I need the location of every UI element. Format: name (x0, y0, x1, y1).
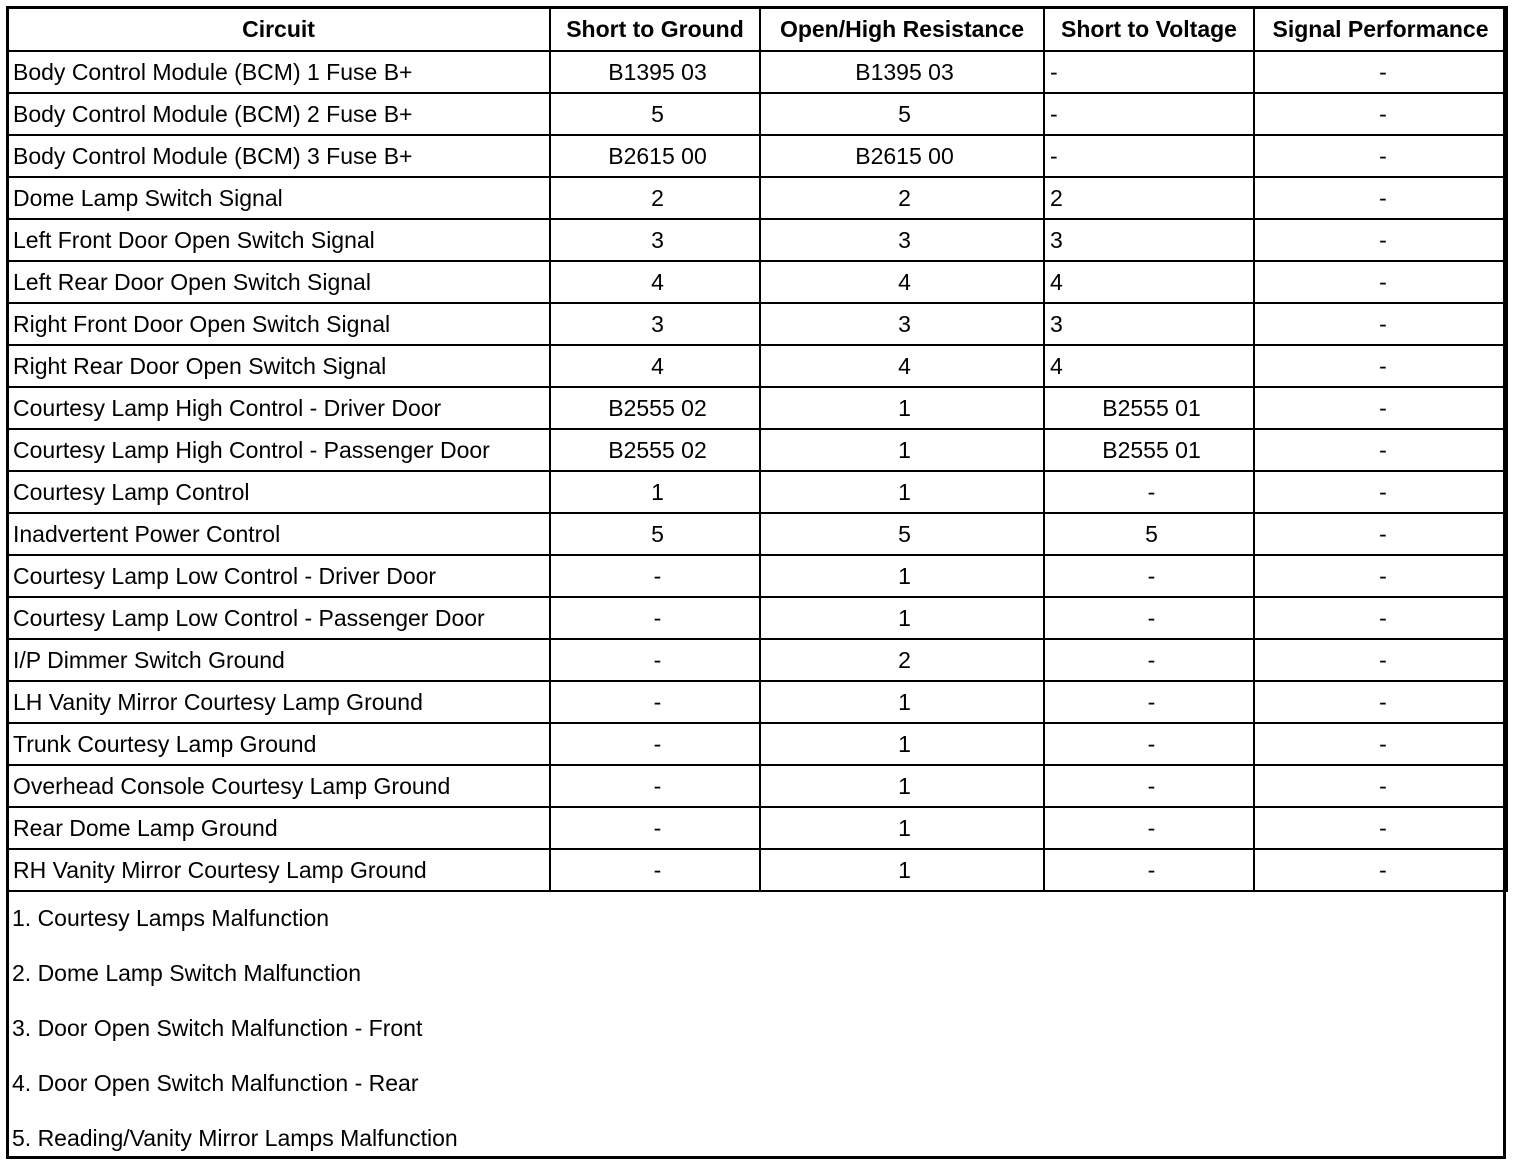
cell-short-to-ground: - (550, 765, 760, 807)
cell-short-to-ground: B1395 03 (550, 51, 760, 93)
legend-item: 1. Courtesy Lamps Malfunction (12, 905, 330, 931)
cell-circuit: Right Front Door Open Switch Signal (7, 303, 550, 345)
cell-short-to-ground: - (550, 681, 760, 723)
legend (9, 896, 1503, 1171)
cell-signal-performance: - (1254, 555, 1507, 597)
cell-short-to-voltage: - (1044, 471, 1254, 513)
cell-signal-performance: - (1254, 219, 1507, 261)
cell-signal-performance: - (1254, 387, 1507, 429)
cell-short-to-voltage: 5 (1044, 513, 1254, 555)
cell-short-to-voltage: 3 (1044, 303, 1254, 345)
cell-short-to-ground: B2555 02 (550, 387, 760, 429)
table-row (7, 303, 1507, 345)
cell-circuit: Left Rear Door Open Switch Signal (7, 261, 550, 303)
cell-short-to-voltage: 3 (1044, 219, 1254, 261)
cell-open-high-resistance: 1 (760, 597, 1044, 639)
cell-open-high-resistance: 1 (760, 765, 1044, 807)
cell-circuit: Body Control Module (BCM) 2 Fuse B+ (7, 93, 550, 135)
cell-short-to-voltage: - (1044, 597, 1254, 639)
cell-circuit: Rear Dome Lamp Ground (7, 807, 550, 849)
table-row (7, 93, 1507, 135)
table-row (7, 177, 1507, 219)
cell-signal-performance: - (1254, 51, 1507, 93)
cell-signal-performance: - (1254, 135, 1507, 177)
cell-short-to-ground: 5 (550, 513, 760, 555)
cell-signal-performance: - (1254, 597, 1507, 639)
cell-short-to-ground: - (550, 639, 760, 681)
cell-open-high-resistance: 1 (760, 471, 1044, 513)
table-row (7, 51, 1507, 93)
cell-short-to-voltage: 2 (1044, 177, 1254, 219)
cell-circuit: Dome Lamp Switch Signal (7, 177, 550, 219)
table-row (7, 387, 1507, 429)
cell-short-to-ground: - (550, 807, 760, 849)
legend-item: 4. Door Open Switch Malfunction - Rear (12, 1070, 419, 1096)
cell-short-to-voltage: B2555 01 (1044, 387, 1254, 429)
cell-short-to-voltage: B2555 01 (1044, 429, 1254, 471)
header-open-high-resistance: Open/High Resistance (760, 7, 1044, 51)
cell-short-to-ground: - (550, 597, 760, 639)
cell-open-high-resistance: B1395 03 (760, 51, 1044, 93)
cell-circuit: Overhead Console Courtesy Lamp Ground (7, 765, 550, 807)
cell-open-high-resistance: 4 (760, 261, 1044, 303)
cell-signal-performance: - (1254, 681, 1507, 723)
cell-short-to-voltage: - (1044, 51, 1254, 93)
cell-short-to-voltage: - (1044, 639, 1254, 681)
table-row (7, 429, 1507, 471)
cell-circuit: Courtesy Lamp High Control - Passenger Door (7, 429, 550, 471)
legend-item: 5. Reading/Vanity Mirror Lamps Malfunction (12, 1125, 458, 1151)
cell-short-to-ground: 4 (550, 261, 760, 303)
legend-item: 3. Door Open Switch Malfunction - Front (12, 1015, 423, 1041)
cell-short-to-voltage: - (1044, 807, 1254, 849)
header-signal-performance: Signal Performance (1254, 7, 1507, 51)
header-short-to-ground: Short to Ground (550, 7, 760, 51)
cell-circuit: Courtesy Lamp High Control - Driver Door (7, 387, 550, 429)
legend-item: 2. Dome Lamp Switch Malfunction (12, 960, 361, 986)
cell-open-high-resistance: 1 (760, 555, 1044, 597)
table-row (7, 345, 1507, 387)
cell-circuit: Inadvertent Power Control (7, 513, 550, 555)
table-row (7, 513, 1507, 555)
table-row (7, 135, 1507, 177)
cell-circuit: Courtesy Lamp Low Control - Passenger Door (7, 597, 550, 639)
cell-signal-performance: - (1254, 303, 1507, 345)
cell-open-high-resistance: 4 (760, 345, 1044, 387)
table-row (7, 639, 1507, 681)
table-row (7, 765, 1507, 807)
cell-short-to-voltage: - (1044, 849, 1254, 891)
cell-circuit: Body Control Module (BCM) 1 Fuse B+ (7, 51, 550, 93)
table-row (7, 471, 1507, 513)
cell-short-to-voltage: - (1044, 93, 1254, 135)
cell-short-to-voltage: 4 (1044, 261, 1254, 303)
cell-circuit: Courtesy Lamp Low Control - Driver Door (7, 555, 550, 597)
cell-short-to-ground: B2555 02 (550, 429, 760, 471)
table-row (7, 219, 1507, 261)
cell-short-to-ground: 2 (550, 177, 760, 219)
header-circuit: Circuit (7, 7, 550, 51)
table-row (7, 261, 1507, 303)
cell-short-to-voltage: - (1044, 681, 1254, 723)
cell-signal-performance: - (1254, 849, 1507, 891)
cell-open-high-resistance: 1 (760, 681, 1044, 723)
cell-short-to-ground: - (550, 849, 760, 891)
table-row (7, 807, 1507, 849)
cell-short-to-voltage: 4 (1044, 345, 1254, 387)
cell-open-high-resistance: 5 (760, 513, 1044, 555)
cell-short-to-ground: - (550, 723, 760, 765)
cell-signal-performance: - (1254, 177, 1507, 219)
cell-short-to-voltage: - (1044, 555, 1254, 597)
cell-open-high-resistance: 3 (760, 303, 1044, 345)
cell-open-high-resistance: 2 (760, 177, 1044, 219)
cell-open-high-resistance: 1 (760, 849, 1044, 891)
table-row (7, 723, 1507, 765)
cell-short-to-voltage: - (1044, 723, 1254, 765)
cell-signal-performance: - (1254, 723, 1507, 765)
table-row (7, 681, 1507, 723)
cell-open-high-resistance: 2 (760, 639, 1044, 681)
table-header-row (7, 7, 1507, 51)
cell-signal-performance: - (1254, 93, 1507, 135)
cell-short-to-voltage: - (1044, 765, 1254, 807)
cell-signal-performance: - (1254, 345, 1507, 387)
cell-short-to-ground: 1 (550, 471, 760, 513)
cell-signal-performance: - (1254, 639, 1507, 681)
cell-open-high-resistance: 1 (760, 723, 1044, 765)
cell-circuit: Courtesy Lamp Control (7, 471, 550, 513)
cell-signal-performance: - (1254, 513, 1507, 555)
cell-open-high-resistance: 1 (760, 807, 1044, 849)
cell-circuit: Left Front Door Open Switch Signal (7, 219, 550, 261)
cell-circuit: Right Rear Door Open Switch Signal (7, 345, 550, 387)
table-row (7, 555, 1507, 597)
cell-open-high-resistance: 5 (760, 93, 1044, 135)
cell-signal-performance: - (1254, 429, 1507, 471)
cell-short-to-ground: 3 (550, 219, 760, 261)
cell-open-high-resistance: 3 (760, 219, 1044, 261)
cell-short-to-ground: 3 (550, 303, 760, 345)
cell-signal-performance: - (1254, 261, 1507, 303)
cell-short-to-ground: 4 (550, 345, 760, 387)
cell-open-high-resistance: B2615 00 (760, 135, 1044, 177)
cell-open-high-resistance: 1 (760, 387, 1044, 429)
cell-circuit: I/P Dimmer Switch Ground (7, 639, 550, 681)
cell-circuit: Body Control Module (BCM) 3 Fuse B+ (7, 135, 550, 177)
cell-circuit: LH Vanity Mirror Courtesy Lamp Ground (7, 681, 550, 723)
cell-short-to-voltage: - (1044, 135, 1254, 177)
cell-short-to-ground: 5 (550, 93, 760, 135)
cell-signal-performance: - (1254, 807, 1507, 849)
table-row (7, 597, 1507, 639)
cell-circuit: RH Vanity Mirror Courtesy Lamp Ground (7, 849, 550, 891)
cell-circuit: Trunk Courtesy Lamp Ground (7, 723, 550, 765)
cell-short-to-ground: - (550, 555, 760, 597)
cell-short-to-ground: B2615 00 (550, 135, 760, 177)
circuit-fault-table (6, 6, 1508, 892)
cell-signal-performance: - (1254, 471, 1507, 513)
cell-signal-performance: - (1254, 765, 1507, 807)
cell-open-high-resistance: 1 (760, 429, 1044, 471)
table-row (7, 849, 1507, 891)
header-short-to-voltage: Short to Voltage (1044, 7, 1254, 51)
